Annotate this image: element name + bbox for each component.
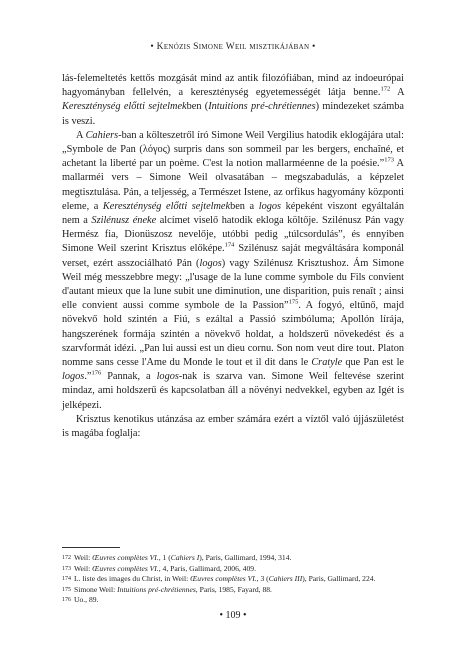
text-run: ) vagy Szilénusz Krisztushoz. Ám Simone Weil még messzebbre megy: „l'usage de la lune comme symbole du Fils convient d'autant mieux que la lune subit une diminution, une disparition, puis renaît ; ainsi elle convient aussi comme symbole de la Passion” <box>62 257 404 312</box>
footnote-number: 174 <box>62 576 71 583</box>
footnote <box>62 564 404 575</box>
text-run: -nak is szarva van. Simone Weil feltevése szerint mindaz, ami holdszerű és kapcsolatban áll a növényi nedvekkel, egyben az Igét is jelképezi. <box>62 371 404 411</box>
text-run: alcímet viselő hatodik ekloga költője. Szilénusz Pán vagy Hermész fia, Dionüszosz nevelője, utóbbi pedig „túlcsordulás”, és ennyiben Simone Weil szerint Krisztus előképe. <box>62 215 404 255</box>
text-run: ben a <box>230 200 259 212</box>
italic-text: Szilénusz éneke <box>91 215 157 227</box>
text-run: Weil: <box>74 553 93 562</box>
footnote-text <box>74 553 404 564</box>
italic-text: Œuvres complètes VI. <box>190 574 257 584</box>
text-run: lás-felemeltetés kettős mozgását mind az antik filozófiában, mind az indoeurópai hagyományban fellelvén, a kereszténység egyetemességét látja benne. <box>62 73 404 99</box>
footnotes <box>62 553 404 606</box>
footnote-number: 172 <box>62 555 71 561</box>
text-run: Szilénusz saját megváltására komponál verset, ezért asszociálható Pán ( <box>62 243 404 269</box>
italic-text: Cahiers III <box>268 574 303 584</box>
text-run: Simone Weil: <box>74 584 118 594</box>
footnote-ref: 176 <box>91 369 102 377</box>
footnote-number: 176 <box>62 597 71 604</box>
footnote <box>62 574 404 585</box>
text-run: Krisztus kenotikus utánzása az ember számára ezért a víztől való újjászületést is magába foglalja: <box>62 413 404 440</box>
text-run: ben ( <box>186 101 209 113</box>
italic-text: logos <box>258 200 282 212</box>
text-run: A <box>390 87 405 99</box>
running-header: • Kenózis Simone Weil misztikájában • <box>150 42 316 52</box>
text-run: Weil: <box>74 563 93 573</box>
italic-text: Kereszténység előtti sejtelmek <box>62 101 187 113</box>
text-run: . A fogyó, eltűnő, majd növekvő hold szintén a Fiú, s ezáltal a Passió szimbóluma; Apollón lírája, hangszerének formája szintén a növekvő holdat, a holdszerű növekedést és a szarvformát idézi. „Pan lui aussi est un dieu cornu. Son nom veut dire tout. Platon nomme sans cesse l'Ame du Monde le tout et il dit dans le <box>62 300 404 369</box>
text-run: L. liste des images du Christ, in Weil: <box>74 574 191 584</box>
text-run: A mallarméi vers – Simone Weil olvasatában – megszabadulás, a képzelet megtisztulása. Pán, a teljesség, a Természet Istene, az orfikus hagyomány központi eleme, a <box>62 158 404 212</box>
footnote-ref: 175 <box>288 298 299 306</box>
italic-text: Cahiers I <box>170 553 200 562</box>
text-run: -ban a költeszetről író Simone Weil Vergilius hatodik eklogájára utal: „Symbole de Pan (λόγος) surpris dans son sommeil par les bergers, enchaîné, et achetant la liberté par un poème. C'est la notion mallarméenne de la poésie.” <box>62 129 405 170</box>
italic-text: logos <box>199 257 222 269</box>
page-number: • 109 • <box>219 610 247 621</box>
text-run: .” <box>84 371 92 383</box>
footnote-ref: 174 <box>224 242 235 250</box>
italic-text: Cratyle <box>311 357 343 369</box>
italic-text: Intuitions pré-chrétiennes <box>117 584 196 594</box>
text-run: ), Paris, Gallimard, 224. <box>302 574 376 584</box>
text-run: , Paris, 1985, Fayard, 88. <box>195 584 272 594</box>
footnote-text <box>74 574 404 585</box>
text-run: que Pan est le <box>342 357 404 369</box>
paragraph <box>62 72 404 129</box>
italic-text: logos <box>156 371 179 383</box>
italic-text: Œuvres complètes VI. <box>92 563 159 573</box>
text-run: Uo., 89. <box>74 595 99 605</box>
text-run: , 3 ( <box>256 574 269 584</box>
text-run: A <box>76 129 86 141</box>
main-text <box>62 72 404 441</box>
footnote <box>62 585 404 596</box>
italic-text: Cahiers <box>85 129 119 141</box>
footnote-divider <box>62 547 120 548</box>
footnote <box>62 595 404 606</box>
paragraph <box>62 413 404 441</box>
text-run: Pannak, a <box>101 371 157 383</box>
footnote <box>62 553 404 564</box>
footnote-number: 173 <box>62 565 71 572</box>
italic-text: Intuitions pré-chrétiennes <box>208 101 316 113</box>
footnote-number: 175 <box>62 586 71 593</box>
text-run: , 4, Paris, Gallimard, 2006, 409. <box>158 563 256 573</box>
footnote-text <box>74 564 404 575</box>
text-run: , 1 ( <box>158 553 171 562</box>
text-run: ), Paris, Gallimard, 1994, 314. <box>199 553 292 562</box>
paragraph <box>62 129 404 413</box>
footnote-ref: 173 <box>384 156 394 164</box>
footnote-ref: 172 <box>380 85 391 93</box>
italic-text: logos <box>62 371 85 383</box>
text-run: ) mindezeket számba is veszi. <box>62 101 404 127</box>
footnote-text <box>74 585 404 596</box>
footnote-text <box>74 595 404 606</box>
italic-text: Œuvres complètes VI. <box>92 553 159 562</box>
text-run: képeként viszont egyáltalán nem a <box>62 200 405 227</box>
italic-text: Kereszténység előtti sejtelmek <box>102 200 231 212</box>
